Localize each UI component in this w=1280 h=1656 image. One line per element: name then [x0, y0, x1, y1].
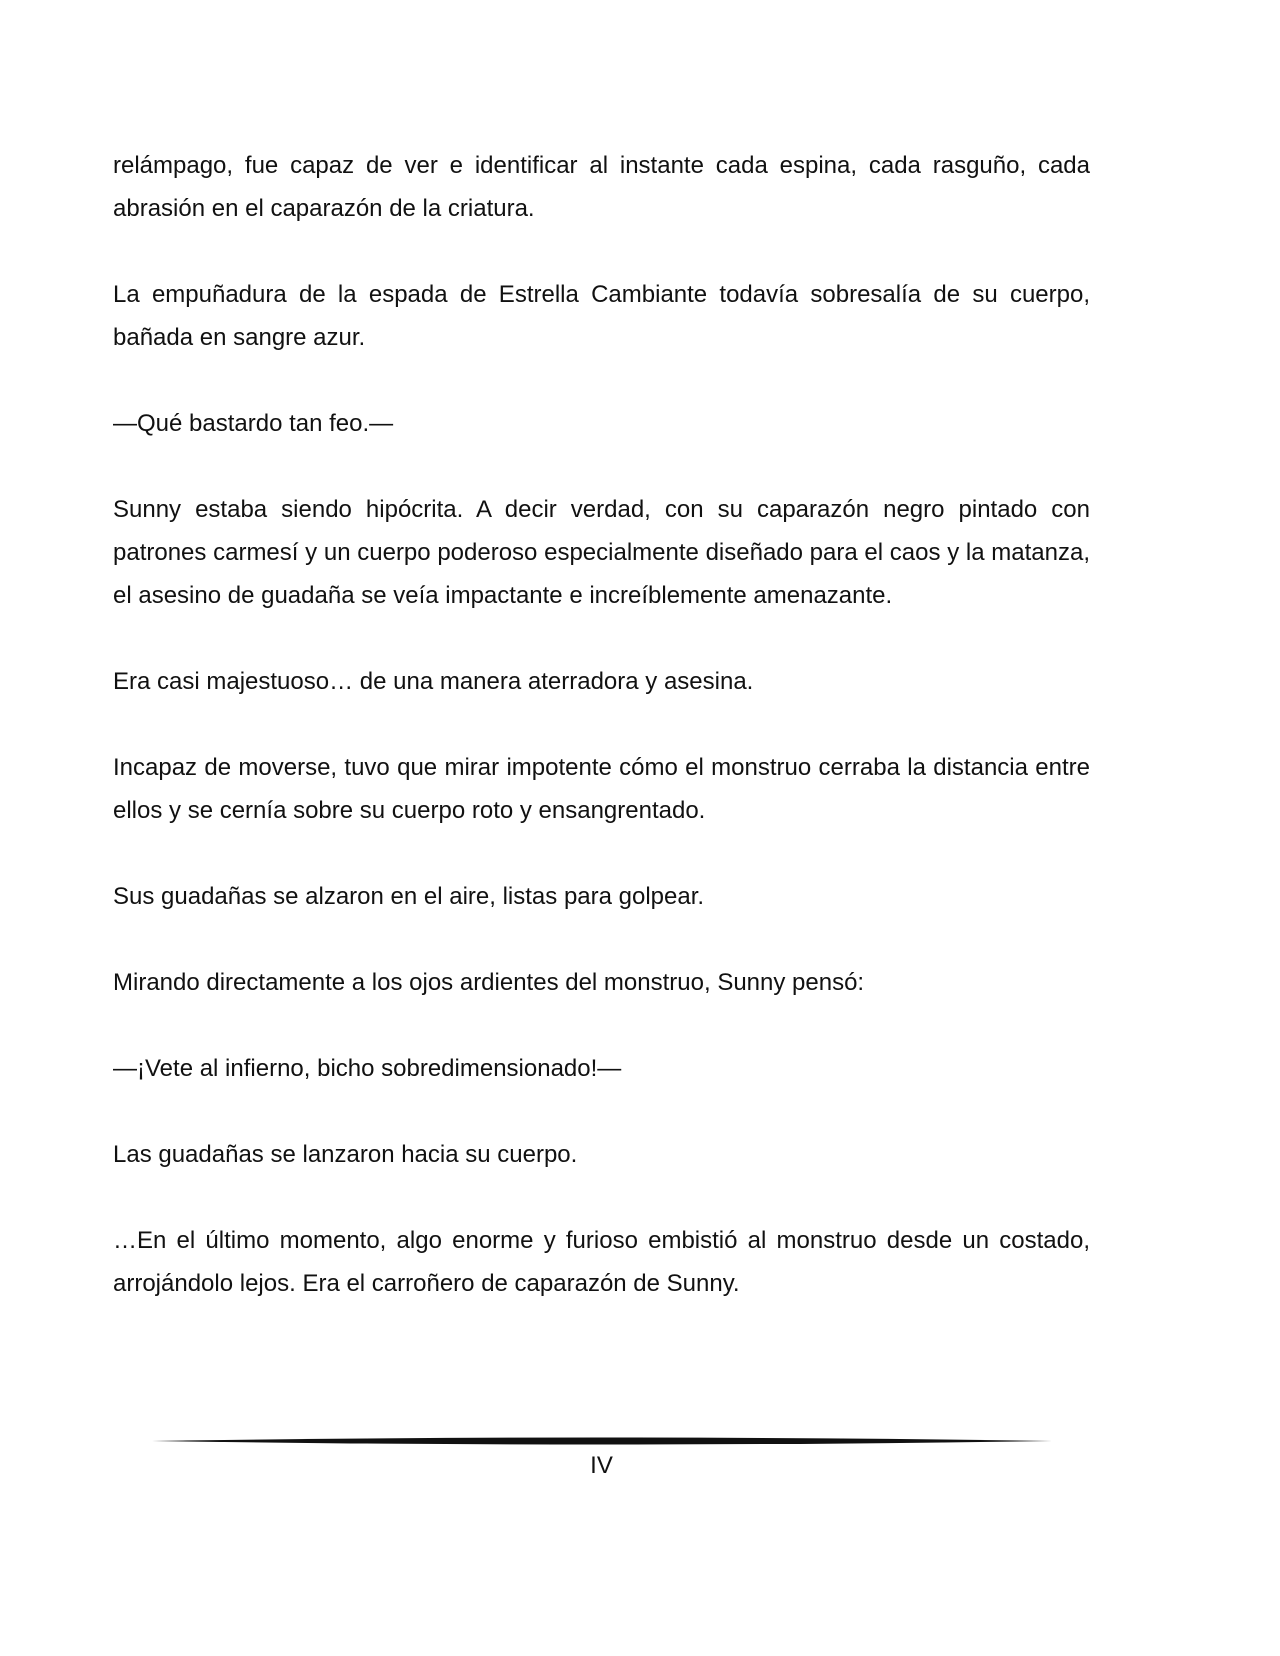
- paragraph-7: Sus guadañas se alzaron en el aire, listas para golpear.: [113, 883, 705, 910]
- paragraph-2: La empuñadura de la espada de Estrella Cambiante todavía sobresalía de su cuerpo, bañada en sangre azur.: [113, 281, 1090, 351]
- paragraph-11: …En el último momento, algo enorme y furioso embistió al monstruo desde un costado, arrojándolo lejos. Era el carroñero de caparazón de Sunny.: [113, 1227, 1090, 1297]
- paragraph-1: relámpago, fue capaz de ver e identificar al instante cada espina, cada rasguño, cada abrasión en el caparazón de la criatura.: [113, 152, 1090, 222]
- paragraph-10: Las guadañas se lanzaron hacia su cuerpo.: [113, 1141, 578, 1168]
- page-number: IV: [590, 1452, 613, 1479]
- paragraph-3: —Qué bastardo tan feo.—: [113, 410, 394, 437]
- paragraph-9: —¡Vete al infierno, bicho sobredimensionado!—: [113, 1055, 622, 1082]
- body-text: [113, 144, 1090, 1348]
- paragraph-5: Era casi majestuoso… de una manera aterradora y asesina.: [113, 668, 754, 695]
- paragraph-8: Mirando directamente a los ojos ardientes del monstruo, Sunny pensó:: [113, 969, 865, 996]
- paragraph-6: Incapaz de moverse, tuvo que mirar impotente cómo el monstruo cerraba la distancia entre ellos y se cernía sobre su cuerpo roto y ensangrentado.: [113, 754, 1090, 824]
- paragraph-4: Sunny estaba siendo hipócrita. A decir verdad, con su caparazón negro pintado con patrones carmesí y un cuerpo poderoso especialmente diseñado para el caos y la matanza, el asesino de guadaña se veía impactante e increíblemente amenazante.: [113, 496, 1090, 609]
- footer-divider: [152, 1435, 1052, 1447]
